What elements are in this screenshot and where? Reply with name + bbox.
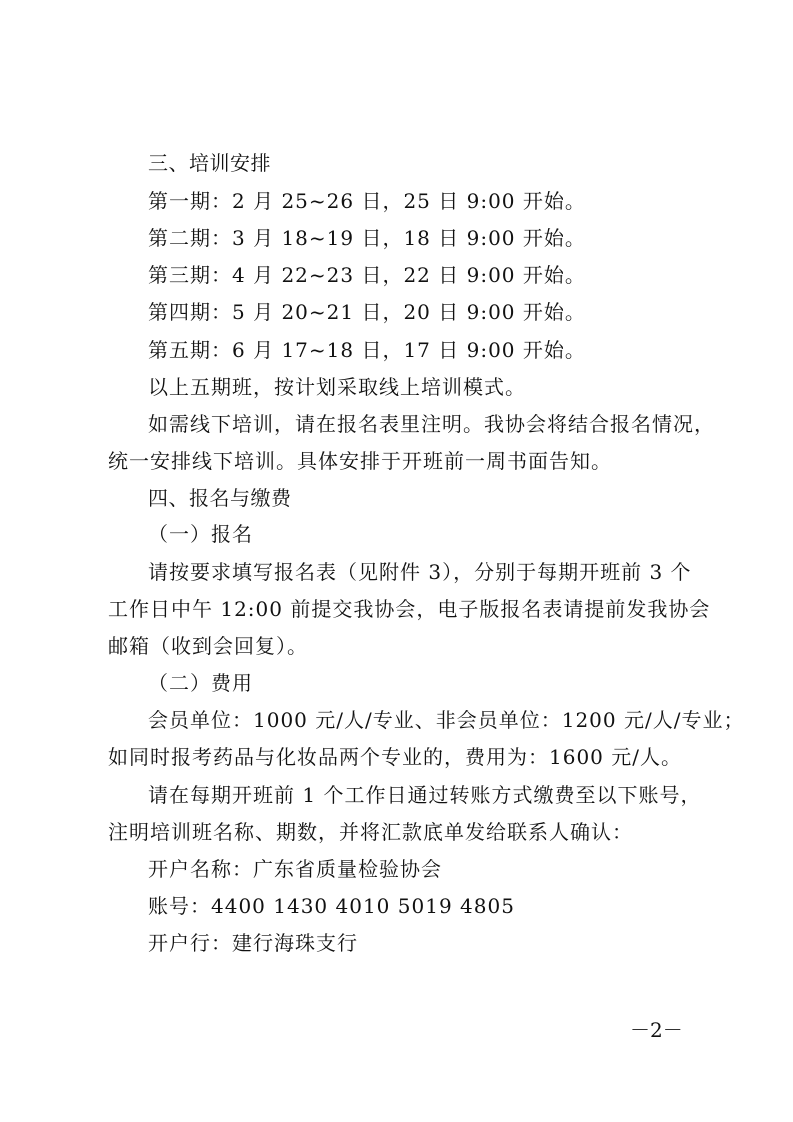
section3-heading: 三、培训安排	[148, 151, 271, 175]
offline-note-line2: 统一安排线下培训。具体安排于开班前一周书面告知。	[108, 449, 612, 473]
fee-line1: 会员单位：1000 元/人/专业、非会员单位：1200 元/人/专业；	[148, 708, 745, 732]
session-4: 第四期：5 月 20~21 日，20 日 9:00 开始。	[148, 300, 586, 324]
session-2: 第二期：3 月 18~19 日，18 日 9:00 开始。	[148, 226, 586, 250]
payment-line1: 请在每期开班前 1 个工作日通过转账方式缴费至以下账号，	[148, 783, 702, 807]
section4-heading: 四、报名与缴费	[148, 486, 292, 510]
account-number: 账号：4400 1430 4010 5019 4805	[148, 894, 515, 918]
page-number: －2－	[630, 1018, 683, 1042]
payment-line2: 注明培训班名称、期数，并将汇款底单发给联系人确认：	[108, 820, 633, 844]
fee-heading: （二）费用	[148, 671, 253, 695]
offline-note-line1: 如需线下培训，请在报名表里注明。我协会将结合报名情况，	[148, 412, 715, 436]
session-3: 第三期：4 月 22~23 日，22 日 9:00 开始。	[148, 263, 586, 287]
registration-line1: 请按要求填写报名表（见附件 3），分别于每期开班前 3 个	[148, 560, 692, 584]
session-5: 第五期：6 月 17~18 日，17 日 9:00 开始。	[148, 338, 586, 362]
session-1: 第一期：2 月 25~26 日，25 日 9:00 开始。	[148, 189, 586, 213]
registration-line2: 工作日中午 12:00 前提交我协会，电子版报名表请提前发我协会	[108, 597, 711, 621]
account-name: 开户名称：广东省质量检验协会	[148, 857, 442, 881]
registration-line3: 邮箱（收到会回复）。	[108, 634, 308, 658]
registration-heading: （一）报名	[148, 522, 253, 546]
fee-line2: 如同时报考药品与化妆品两个专业的，费用为：1600 元/人。	[108, 745, 682, 769]
mode-note: 以上五期班，按计划采取线上培训模式。	[148, 375, 526, 399]
bank-branch: 开户行：建行海珠支行	[148, 931, 358, 955]
